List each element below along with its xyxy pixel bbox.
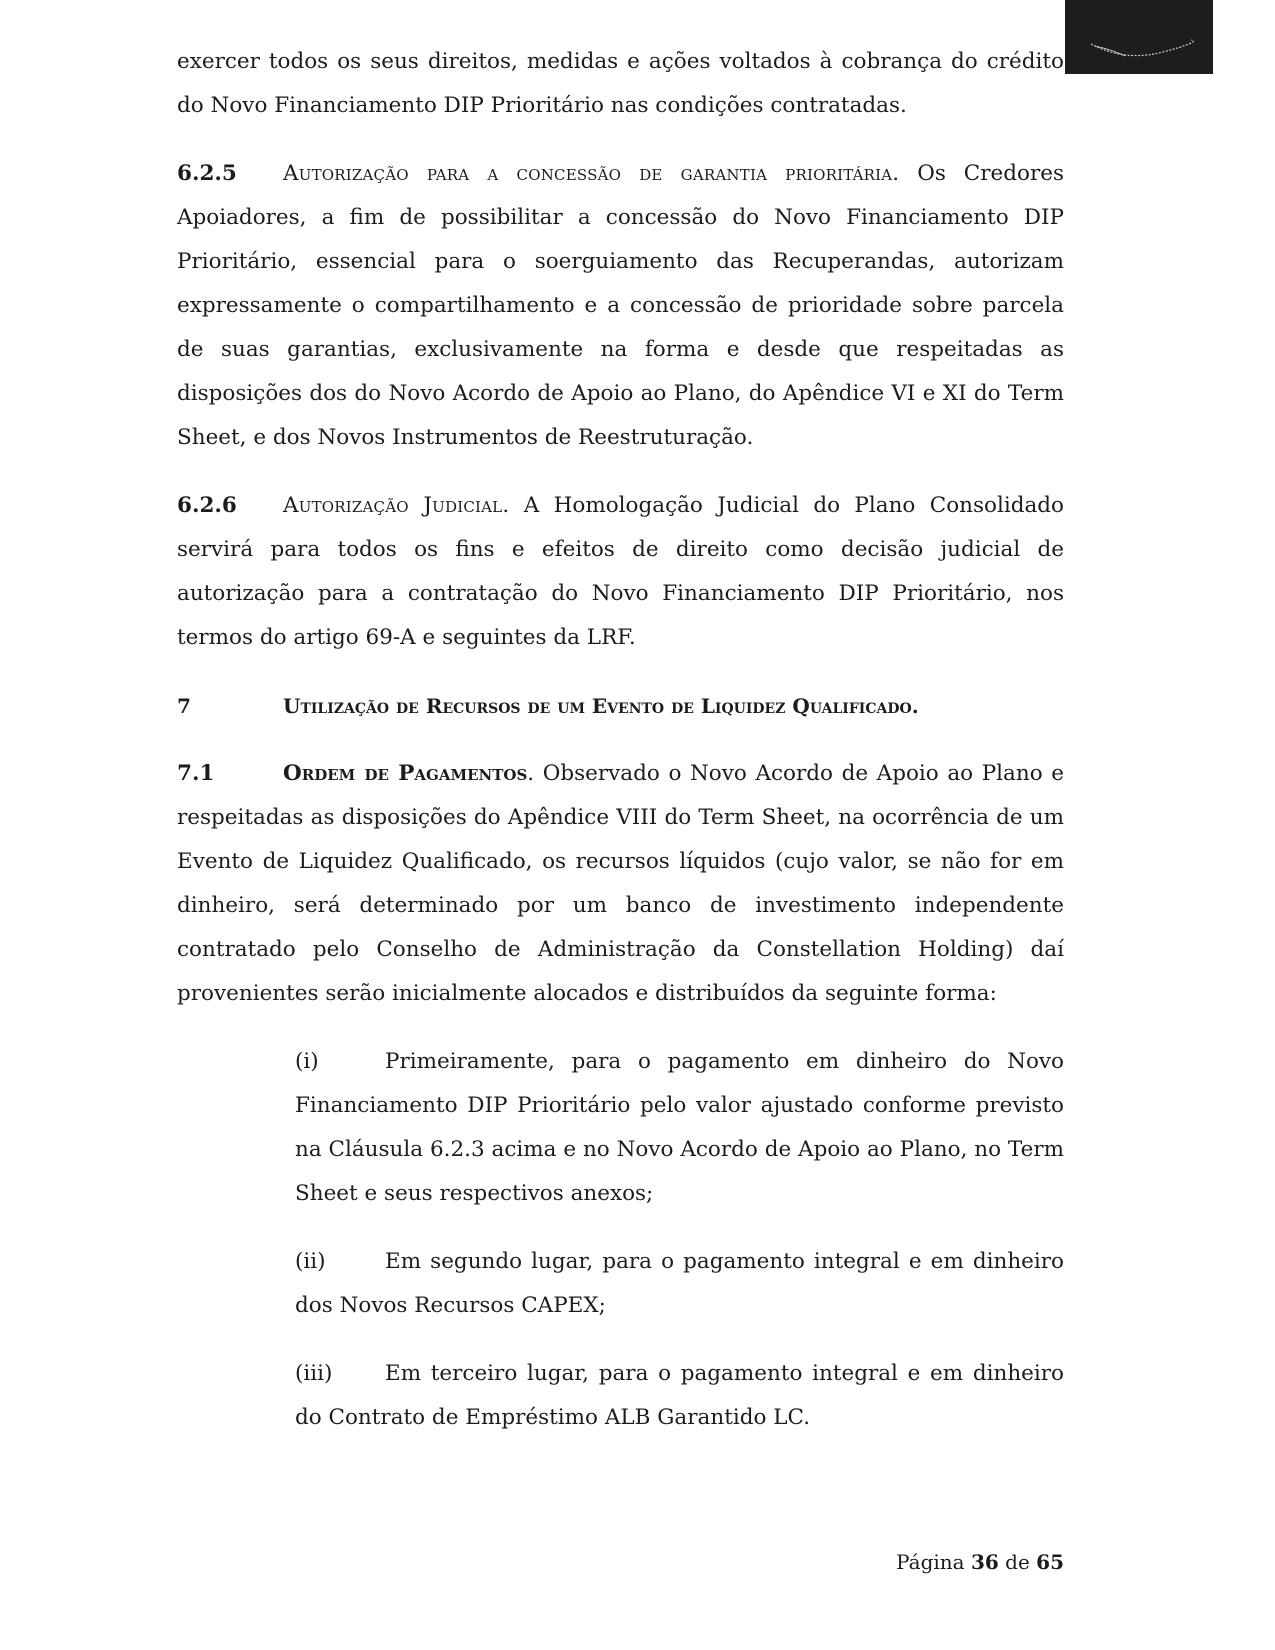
continuation-paragraph: exercer todos os seus direitos, medidas e ações voltados à cobrança do crédito do Novo Financiamento DIP Prioritário nas condições contratadas. [177,49,1064,118]
clause-number: 6.2.5 [177,161,237,186]
clause-title: Ordem de Pagamentos [283,761,528,786]
signature-stamp-image [1065,0,1213,74]
clause-6-2-6 [177,484,1064,660]
page-number-separator: de [1005,1550,1030,1574]
clause-text: A Homologação Judicial do Plano Consolidado servirá para todos os fins e efeitos de direito como decisão judicial de autorização para a contratação do Novo Financiamento DIP Prioritário, nos termos do artigo 69-A e seguintes da LRF. [177,493,1065,650]
page-number [896,1548,1064,1576]
clause-6-2-5 [177,152,1064,460]
list-item-text: Em terceiro lugar, para o pagamento integral e em dinheiro do Contrato de Empréstimo ALB Garantido LC. [295,1361,1064,1430]
list-item [295,1240,1064,1328]
section-7-heading [177,684,1064,728]
list-item [295,1040,1064,1216]
list-item-text: Primeiramente, para o pagamento em dinheiro do Novo Financiamento DIP Prioritário pelo valor ajustado conforme previsto na Cláusula 6.2.3 acima e no Novo Acordo de Apoio ao Plano, no Term Sheet e seus respectivos anexos; [295,1049,1064,1206]
section-title: Utilização de Recursos de um Evento de Liquidez Qualificado. [283,694,919,718]
document-body [177,40,1064,1464]
page-number-current: 36 [970,1550,999,1574]
clause-title: Autorização para a concessão de garantia prioritária. [283,161,900,186]
clause-number: 7.1 [177,761,215,786]
list-item-label: (iii) [295,1361,333,1386]
clause-text: Os Credores Apoiadores, a fim de possibilitar a concessão do Novo Financiamento DIP Prioritário, essencial para o soerguiamento das Recuperandas, autorizam expressamente o compartilhamento e a concessão de prioridade sobre parcela de suas garantias, exclusivamente na forma e desde que respeitadas as disposições dos do Novo Acordo de Apoio ao Plano, do Apêndice VI e XI do Term Sheet, e dos Novos Instrumentos de Reestruturação. [177,161,1065,450]
clause-title: Autorização Judicial. [283,493,510,518]
list-item-text: Em segundo lugar, para o pagamento integral e em dinheiro dos Novos Recursos CAPEX; [295,1249,1064,1318]
clause-7-1 [177,752,1064,1016]
clause-number: 6.2.6 [177,493,237,518]
list-item-label: (i) [295,1049,319,1074]
page-number-prefix: Página [896,1550,965,1574]
clause-text: . Observado o Novo Acordo de Apoio ao Plano e respeitadas as disposições do Apêndice VIII do Term Sheet, na ocorrência de um Evento de Liquidez Qualificado, os recursos líquidos (cujo valor, se não for em dinheiro, será determinado por um banco de investimento independente contratado pelo Conselho de Administração da Constellation Holding) daí provenientes serão inicialmente alocados e distribuídos da seguinte forma: [177,761,1065,1006]
page-number-total: 65 [1036,1550,1064,1574]
section-number: 7 [177,694,191,718]
list-item-label: (ii) [295,1249,326,1274]
payment-order-list [295,1040,1064,1440]
list-item [295,1352,1064,1440]
